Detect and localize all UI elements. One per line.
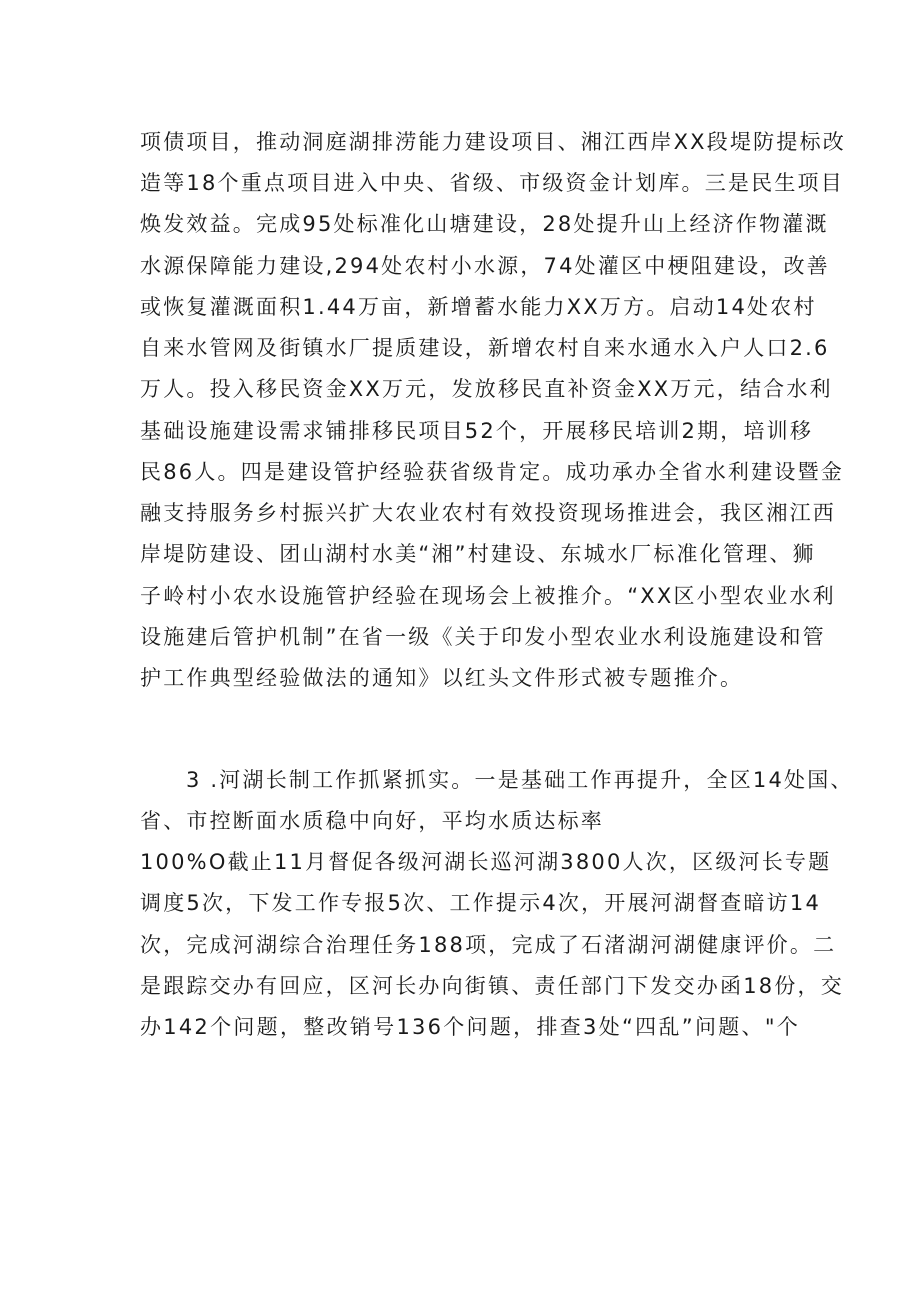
paragraph-1-line: 基础设施建设需求铺排移民项目52个，开展移民培训2期，培训移 — [140, 419, 814, 443]
paragraph-1-line: 融支持服务乡村振兴扩大农业农村有效投资现场推进会，我区湘江西 — [140, 501, 836, 525]
paragraph-1-line: 焕发效益。完成95处标准化山塘建设，28处提升山上经济作物灌溉 — [140, 212, 829, 236]
paragraph-1-line: 自来水管网及街镇水厂提质建设，新增农村自来水通水入户人口2.6 — [140, 336, 830, 360]
paragraph-1-line: 子岭村小农水设施管护经验在现场会上被推介。“XX区小型农业水利 — [140, 584, 836, 608]
paragraph-2-line: 省、市控断面水质稳中向好，平均水质达标率 — [140, 809, 604, 833]
paragraph-2-line: 办142个问题，整改销号136个问题，排查3处“四乱”问题、"个 — [140, 1015, 800, 1039]
paragraph-1-line: 水源保障能力建设,294处农村小水源，74处灌区中梗阻建设，改善 — [140, 254, 830, 278]
paragraph-1-line: 造等18个重点项目进入中央、省级、市级资金计划库。三是民生项目 — [140, 171, 844, 195]
paragraph-1-line: 设施建后管护机制”在省一级《关于印发小型农业水利设施建设和管 — [140, 625, 826, 649]
paragraph-2-line: 3 .河湖长制工作抓紧抓实。一是基础工作再提升，全区14处国、 — [186, 768, 854, 792]
paragraph-1-line: 岸堤防建设、团山湖村水美“湘”村建设、东城水厂标准化管理、狮 — [140, 542, 816, 566]
paragraph-2-line: 次，完成河湖综合治理任务188项，完成了石渚湖河湖健康评价。二 — [140, 933, 837, 957]
paragraph-1-line: 或恢复灌溉面积1.44万亩，新增蓄水能力XX万方。启动14处农村 — [140, 295, 817, 319]
paragraph-1-line: 项债项目，推动洞庭湖排涝能力建设项目、湘江西岸XX段堤防提标改 — [140, 130, 846, 154]
paragraph-1-line: 护工作典型经验做法的通知》以红头文件形式被专题推介。 — [140, 666, 744, 690]
paragraph-2-line: 调度5次，下发工作专报5次、工作提示4次，开展河湖督查暗访14 — [140, 891, 822, 915]
paragraph-1-line: 万人。投入移民资金XX万元，发放移民直补资金XX万元，结合水利 — [140, 377, 833, 401]
paragraph-1-line: 民86人。四是建设管护经验获省级肯定。成功承办全省水利建设暨金 — [140, 460, 844, 484]
paragraph-2-line: 是跟踪交办有回应，区河长办向街镇、责任部门下发交办函18份，交 — [140, 974, 844, 998]
paragraph-2-line: 100%O截止11月督促各级河湖长巡河湖3800人次，区级河长专题 — [140, 850, 832, 874]
